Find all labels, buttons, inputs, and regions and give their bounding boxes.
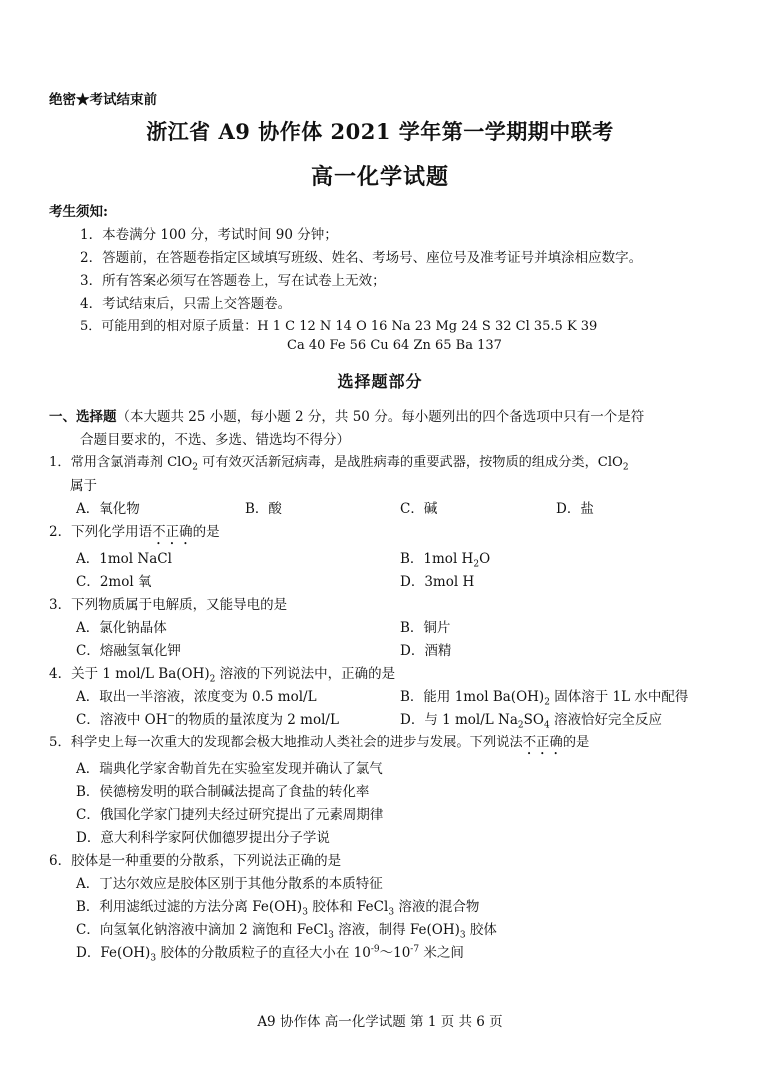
q1-stem-b: 可有效灭活新冠病毒，是战胜病毒的重要武器，按物质的组成分类，ClO	[197, 455, 623, 470]
part-desc	[49, 405, 644, 425]
q6-d-mid: 胶体的分散质粒子的直径大小在 10	[156, 945, 371, 961]
q1-sub: 2	[622, 462, 629, 473]
notice-heading: 考生须知:	[49, 204, 108, 220]
part-desc-1: （本大题共 25 小题，每小题 2 分，共 50 分。每小题列出的四个备选项中只有一个是符	[116, 409, 645, 425]
q2-stem-emphasis: 不正确	[152, 524, 193, 540]
q5-stem-emphasis: 不正确	[522, 735, 563, 750]
q6-option-a: A．丁达尔效应是胶体区别于其他分散系的本质特征	[76, 876, 383, 892]
q4-c-post: 的物质的量浓度为 2 mol/L	[175, 712, 339, 728]
q6-d-mid2: ～10	[379, 945, 411, 961]
q4-option-b	[400, 685, 688, 708]
exam-title: 浙江省 A9 协作体 2021 学年第一学期期中联考	[146, 119, 614, 144]
question-1-stem	[49, 451, 629, 473]
notice-item: 2．答题前，在答题卷指定区域填写班级、姓名、考场号、座位号及准考证号并填涂相应数字。	[80, 250, 643, 266]
exam-subtitle: 高一化学试题	[310, 164, 449, 190]
question-2-stem	[49, 520, 220, 548]
part-label: 一、选择题	[49, 409, 117, 425]
notice-item: 1．本卷满分 100 分，考试时间 90 分钟；	[80, 227, 338, 243]
q3-option-a: A．氯化钠晶体	[76, 620, 167, 636]
q4-d-sub2: 4	[543, 720, 550, 731]
q2-b-post: O	[479, 551, 491, 567]
q1-option-a: A．氧化物	[76, 501, 140, 517]
q5-option-c: C．俄国化学家门捷列夫经过研究提出了元素周期律	[76, 807, 384, 823]
q4-d-pre: D．与 1 mol/L Na	[400, 712, 518, 728]
q4-option-a: A．取出一半溶液，浓度变为 0.5 mol/L	[76, 689, 317, 705]
q6-c-sub1: 3	[328, 930, 334, 941]
q4-d-mid: SO	[523, 712, 544, 728]
q6-b-post: 溶液的混合物	[394, 899, 480, 915]
q1-option-b: B．酸	[245, 501, 282, 517]
q4-d-sub1: 2	[517, 720, 524, 731]
q2-b-sub: 2	[473, 559, 480, 570]
q5-stem-post: 的是	[562, 735, 590, 750]
q4-stem-post: 溶液的下列说法中，正确的是	[215, 666, 396, 682]
q4-b-post: 固体溶于 1L 水中配得	[549, 689, 689, 705]
q6-d-sub: 3	[150, 953, 157, 964]
q6-option-d	[76, 941, 464, 964]
q6-d-sup1: -9	[370, 944, 380, 955]
q6-c-mid: 溶液，制得 Fe(OH)	[333, 922, 460, 938]
notice-item: Ca 40 Fe 56 Cu 64 Zn 65 Ba 137	[287, 338, 502, 353]
notice-item: 3．所有答案必须写在答题卷上，写在试卷上无效；	[80, 273, 386, 289]
q4-b-pre: B．能用 1mol Ba(OH)	[400, 689, 545, 705]
q1-sub: 2	[192, 462, 198, 473]
q3-option-b: B．铜片	[400, 620, 451, 636]
q6-b-mid: 胶体和 FeCl	[307, 899, 389, 915]
notice-item: 4．考试结束后，只需上交答题卷。	[80, 296, 292, 312]
q4-stem-pre: 4．关于 1 mol/L Ba(OH)	[49, 666, 210, 682]
q5-stem-pre: 5．科学史上每一次重大的发现都会极大地推动人类社会的进步与发展。下列说法	[49, 735, 523, 750]
q1-option-c: C．碱	[400, 501, 438, 517]
q6-option-c	[76, 918, 497, 941]
section-title: 选择题部分	[337, 372, 423, 391]
q6-b-sub1: 3	[302, 907, 308, 918]
q6-c-sub2: 3	[459, 930, 466, 941]
q6-c-post: 胶体	[465, 922, 497, 938]
question-4-stem	[49, 662, 395, 685]
q2-stem-post: 的是	[192, 524, 220, 540]
q4-c-pre: C．溶液中 OH	[76, 712, 168, 728]
q4-c-sup: −	[167, 711, 176, 722]
q2-b-pre: B．1mol H	[400, 551, 474, 567]
q4-d-post: 溶液恰好完全反应	[549, 712, 663, 728]
q2-option-c: C．2mol 氧	[76, 574, 152, 590]
q1-option-d: D．盐	[556, 501, 594, 517]
part-desc-2: 合题目要求的，不选、多选、错选均不得分）	[80, 432, 350, 448]
q4-option-d	[400, 708, 662, 731]
q5-option-d: D．意大利科学家阿伏伽德罗提出分子学说	[76, 830, 330, 846]
q6-d-sup2: -7	[410, 944, 420, 955]
q2-stem-pre: 2．下列化学用语	[49, 524, 153, 540]
q6-b-pre: B．利用滤纸过滤的方法分离 Fe(OH)	[76, 899, 303, 915]
q2-option-d: D．3mol H	[400, 574, 475, 590]
q4-option-c	[76, 708, 339, 728]
q6-option-b	[76, 895, 479, 918]
q4-stem-sub: 2	[209, 674, 216, 685]
page-footer: A9 协作体 高一化学试题 第 1 页 共 6 页	[257, 1014, 503, 1030]
q5-option-a: A．瑞典化学家舍勒首先在实验室发现并确认了氯气	[76, 761, 383, 777]
q6-d-post: 米之间	[419, 945, 464, 961]
q2-option-b	[400, 547, 490, 570]
question-3-stem: 3．下列物质属于电解质，又能导电的是	[49, 597, 288, 613]
q3-option-d: D．酒精	[400, 643, 452, 659]
q4-b-sub: 2	[544, 697, 550, 708]
q1-stem-a: 1．常用含氯消毒剂 ClO	[49, 455, 193, 470]
q5-option-b: B．侯德榜发明的联合制碱法提高了食盐的转化率	[76, 784, 370, 800]
question-5-stem	[49, 731, 589, 758]
q6-b-sub2: 3	[388, 907, 395, 918]
q3-option-c: C．熔融氢氧化钾	[76, 643, 181, 659]
q2-option-a: A．1mol NaCl	[76, 551, 172, 567]
question-6-stem: 6．胶体是一种重要的分散系，下列说法正确的是	[49, 853, 342, 869]
q6-c-pre: C．向氢氧化钠溶液中滴加 2 滴饱和 FeCl	[76, 922, 329, 938]
q6-d-pre: D．Fe(OH)	[76, 945, 151, 961]
notice-item: 5．可能用到的相对原子质量：H 1 C 12 N 14 O 16 Na 23 Mg 24 S 32 Cl 35.5 K 39	[80, 319, 598, 334]
question-1-stem-2: 属于	[70, 478, 97, 494]
confidential-label: 绝密★考试结束前	[49, 92, 157, 108]
